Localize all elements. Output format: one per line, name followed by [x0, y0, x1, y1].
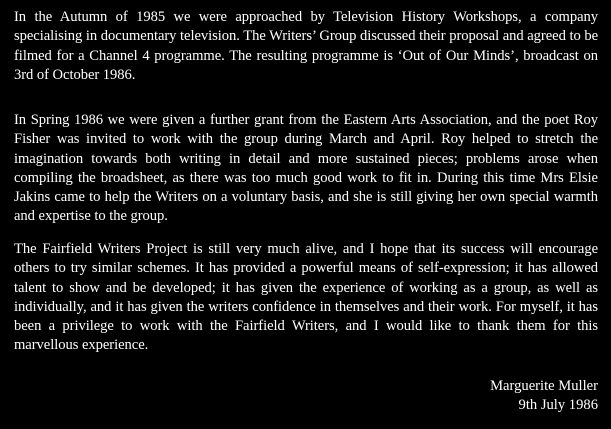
- paragraph-television-programme: In the Autumn of 1985 we were approached by Television History Workshops, a company specialising in documentary television. The Writers’ Group discussed their proposal and agreed to be filmed for a Channel 4 programme. The resulting programme is ‘Out of Our Minds’, broadcast on 3rd of October 1986.: [14, 9, 598, 83]
- paragraph-roy-fisher-grant: In Spring 1986 we were given a further grant from the Eastern Arts Association, and the poet Roy Fisher was invited to work with the group during March and April. Roy helped to stretch the imagination towards both writing in detail and more sustained pieces; problems arose when compiling the broadsheet, as there was too much good work to fit in. During this time Mrs Elsie Jakins came to help the Writers on a voluntary basis, and she is still giving her own special warmth and expertise to the group.: [14, 112, 598, 225]
- signature-name: Marguerite Muller: [490, 378, 598, 394]
- signature-date: 9th July 1986: [518, 397, 598, 413]
- paragraph-project-closing: The Fairfield Writers Project is still very much alive, and I hope that its success will encourage others to try similar schemes. It has provided a powerful means of self-expression; it has allowed talent to show and be developed; it has given the experience of working as a group, as well as individually, and it has given the writers confidence in themselves and their work. For myself, it has been a privilege to work with the Fairfield Writers, and I would like to thank them for this marvellous experience.: [14, 241, 598, 354]
